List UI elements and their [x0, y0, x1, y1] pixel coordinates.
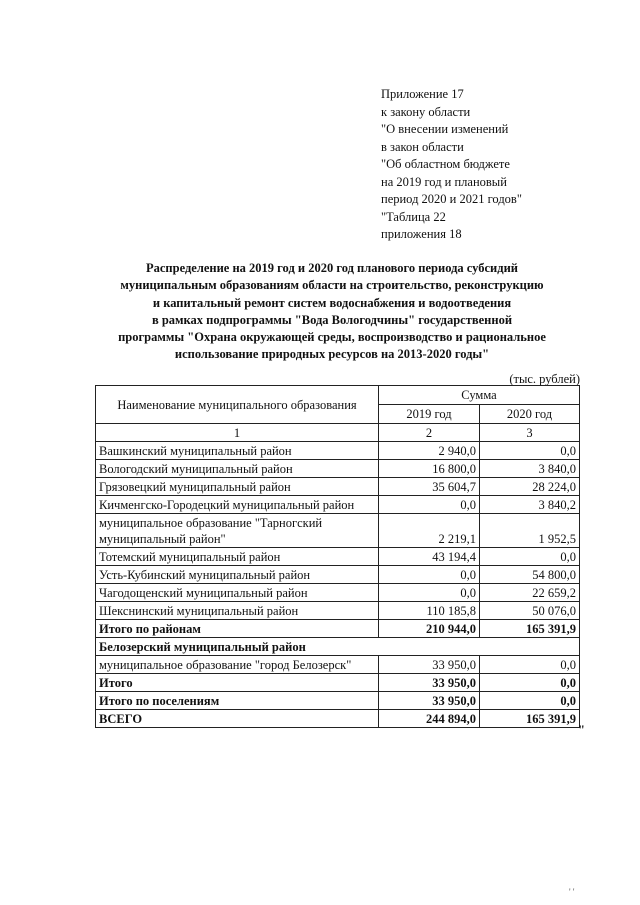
subtotal-row — [96, 620, 580, 638]
row-value-2020: 28 224,0 — [480, 478, 580, 496]
column-number-row — [96, 424, 580, 442]
table-header-row — [96, 386, 580, 405]
appendix-line: "Об областном бюджете — [381, 157, 510, 171]
appendix-line: на 2019 год и плановый — [381, 174, 507, 189]
title-line: Распределение на 2019 год и 2020 год планового периода субсидий — [146, 261, 518, 275]
column-number: 1 — [96, 424, 379, 442]
row-name: Вологодский муниципальный район — [96, 460, 379, 478]
unit-label: (тыс. рублей) — [509, 372, 580, 386]
row-name: Вашкинский муниципальный район — [96, 442, 379, 460]
row-value-2020: 165 391,9 — [480, 710, 580, 728]
appendix-line: "Таблица 22 — [381, 209, 446, 224]
row-value-2019: 0,0 — [379, 496, 480, 514]
row-value-2019: 43 194,4 — [379, 548, 480, 566]
column-number: 3 — [480, 424, 580, 442]
header-2019: 2019 год — [379, 405, 480, 424]
subtotal-row — [96, 674, 580, 692]
row-value-2019: 33 950,0 — [379, 674, 480, 692]
appendix-line: приложения 18 — [381, 227, 462, 241]
document-title — [96, 260, 568, 364]
row-value-2019: 0,0 — [379, 566, 480, 584]
appendix-line: к закону области — [381, 104, 471, 119]
header-2020: 2020 год — [480, 405, 580, 424]
subsidy-table — [95, 385, 580, 728]
row-value-2020: 165 391,9 — [480, 620, 580, 638]
row-value-2020: 54 800,0 — [480, 566, 580, 584]
section-row — [96, 638, 580, 656]
header-sum: Сумма — [379, 386, 580, 405]
row-value-2020: 3 840,2 — [480, 496, 580, 514]
row-name: Чагодощенский муниципальный район — [96, 584, 379, 602]
table-row — [96, 602, 580, 620]
row-name: Шекснинский муниципальный район — [96, 602, 379, 620]
row-value-2019: 33 950,0 — [379, 656, 480, 674]
row-name: ВСЕГО — [96, 710, 379, 728]
table-row — [96, 496, 580, 514]
header-name: Наименование муниципального образования — [96, 386, 379, 424]
row-value-2019: 2 940,0 — [379, 442, 480, 460]
table-row — [96, 460, 580, 478]
row-value-2020: 0,0 — [480, 548, 580, 566]
row-value-2019: 110 185,8 — [379, 602, 480, 620]
table-row — [96, 548, 580, 566]
row-name: Тотемский муниципальный район — [96, 548, 379, 566]
row-value-2020: 3 840,0 — [480, 460, 580, 478]
table-row — [96, 478, 580, 496]
appendix-block — [381, 86, 522, 244]
row-value-2020: 0,0 — [480, 442, 580, 460]
title-line: в рамках подпрограммы "Вода Вологодчины" государственной — [151, 312, 513, 327]
row-value-2020: 1 952,5 — [480, 514, 580, 548]
title-line: использование природных ресурсов на 2013-2020 годы" — [174, 347, 490, 362]
row-value-2020: 50 076,0 — [480, 602, 580, 620]
table-row — [96, 442, 580, 460]
row-name: Итого по поселениям — [96, 692, 379, 710]
row-name: муниципальное образование "Тарногский муниципальный район" — [96, 514, 379, 548]
row-value-2019: 16 800,0 — [379, 460, 480, 478]
row-value-2020: 0,0 — [480, 656, 580, 674]
table-row — [96, 514, 580, 548]
row-value-2019: 33 950,0 — [379, 692, 480, 710]
subtotal-row — [96, 692, 580, 710]
row-value-2020: 0,0 — [480, 674, 580, 692]
grand-total-row — [96, 710, 580, 728]
row-value-2019: 210 944,0 — [379, 620, 480, 638]
row-name: Грязовецкий муниципальный район — [96, 478, 379, 496]
row-value-2019: 35 604,7 — [379, 478, 480, 496]
title-line: программы "Охрана окружающей среды, воспроизводство и рациональное — [118, 330, 546, 345]
appendix-line: Приложение 17 — [381, 87, 464, 101]
appendix-line: "О внесении изменений — [381, 122, 509, 136]
row-name: Кичменгско-Городецкий муниципальный район — [96, 496, 379, 514]
row-value-2019: 2 219,1 — [379, 514, 480, 548]
appendix-line: период 2020 и 2021 годов" — [381, 192, 522, 206]
table-row — [96, 584, 580, 602]
title-line: и капитальный ремонт систем водоснабжения и водоотведения — [152, 295, 512, 310]
column-number: 2 — [379, 424, 480, 442]
table-row — [96, 656, 580, 674]
table-row — [96, 566, 580, 584]
row-name: Итого — [96, 674, 379, 692]
closing-quote: " — [578, 723, 585, 737]
row-value-2019: 244 894,0 — [379, 710, 480, 728]
row-value-2019: 0,0 — [379, 584, 480, 602]
row-name: Итого по районам — [96, 620, 379, 638]
row-name: муниципальное образование "город Белозерск" — [96, 656, 379, 674]
row-value-2020: 22 659,2 — [480, 584, 580, 602]
scan-mark: ' ' — [569, 887, 575, 897]
row-value-2020: 0,0 — [480, 692, 580, 710]
row-name: Усть-Кубинский муниципальный район — [96, 566, 379, 584]
title-line: муниципальным образованиям области на строительство, реконструкцию — [120, 278, 544, 293]
appendix-line: в закон области — [381, 139, 464, 154]
section-name: Белозерский муниципальный район — [96, 638, 580, 656]
